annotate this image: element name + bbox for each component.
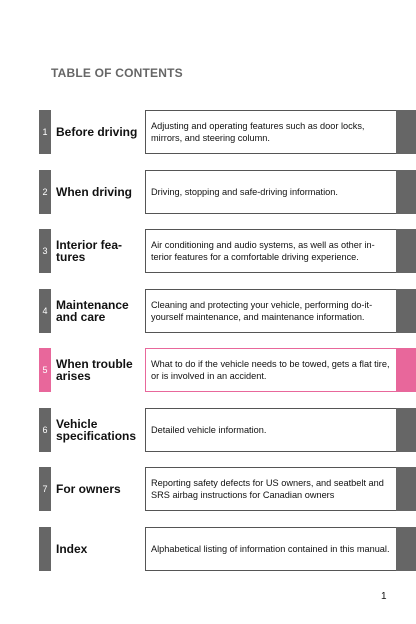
section-description: Adjusting and operating features such as door locks, mirrors, and steering column. [151, 121, 365, 143]
section-description: Detailed vehicle information. [151, 425, 267, 435]
section-description: Air conditioning and audio systems, as well as other in-terior features for a comfortable driving experience. [151, 240, 375, 262]
section-description: Driving, stopping and safe-driving information. [151, 187, 338, 197]
section-title[interactable]: Before driving [56, 125, 138, 139]
section-edge-tab [396, 408, 416, 452]
row-1[interactable] [39, 110, 416, 154]
section-edge-tab [396, 289, 416, 333]
section-number: 4 [39, 289, 51, 333]
section-title[interactable]: For owners [56, 482, 121, 496]
row-3[interactable] [39, 229, 416, 273]
section-edge-tab [396, 110, 416, 154]
section-number: 6 [39, 408, 51, 452]
section-number: 2 [39, 170, 51, 214]
section-number: 7 [39, 467, 51, 511]
section-description: Reporting safety defects for US owners, and seatbelt and SRS airbag instructions for Canadian owners [151, 478, 384, 500]
section-number: 5 [39, 348, 51, 392]
row-6[interactable] [39, 408, 416, 452]
section-number: 3 [39, 229, 51, 273]
section-title[interactable]: Index [56, 542, 88, 556]
row-index[interactable] [39, 527, 416, 571]
row-4[interactable] [39, 289, 416, 333]
page-title: TABLE OF CONTENTS [51, 66, 183, 80]
section-title[interactable]: Vehicle specifications [56, 417, 137, 443]
section-edge-tab [396, 467, 416, 511]
row-2[interactable] [39, 170, 416, 214]
row-5[interactable] [39, 348, 416, 392]
section-description-box [145, 527, 408, 571]
section-description-box [145, 170, 408, 214]
section-edge-tab [396, 170, 416, 214]
section-description-box [145, 348, 408, 392]
section-description-box [145, 229, 408, 273]
section-title[interactable]: Maintenance and care [56, 298, 129, 324]
section-description: Cleaning and protecting your vehicle, performing do-it-yourself maintenance, and maintenance information. [151, 300, 373, 322]
section-edge-tab [396, 348, 416, 392]
section-number [39, 527, 51, 571]
section-description: What to do if the vehicle needs to be towed, gets a flat tire, or is involved in an accident. [151, 359, 390, 381]
row-7[interactable] [39, 467, 416, 511]
section-title[interactable]: When trouble arises [56, 357, 133, 383]
section-edge-tab [396, 527, 416, 571]
section-title[interactable]: When driving [56, 185, 132, 199]
section-description-box [145, 467, 408, 511]
section-edge-tab [396, 229, 416, 273]
page-number: 1 [381, 591, 387, 602]
section-description-box [145, 289, 408, 333]
section-title[interactable]: Interior fea- tures [56, 238, 123, 264]
section-description-box [145, 110, 408, 154]
section-number: 1 [39, 110, 51, 154]
section-description-box [145, 408, 408, 452]
section-description: Alphabetical listing of information contained in this manual. [151, 544, 390, 554]
